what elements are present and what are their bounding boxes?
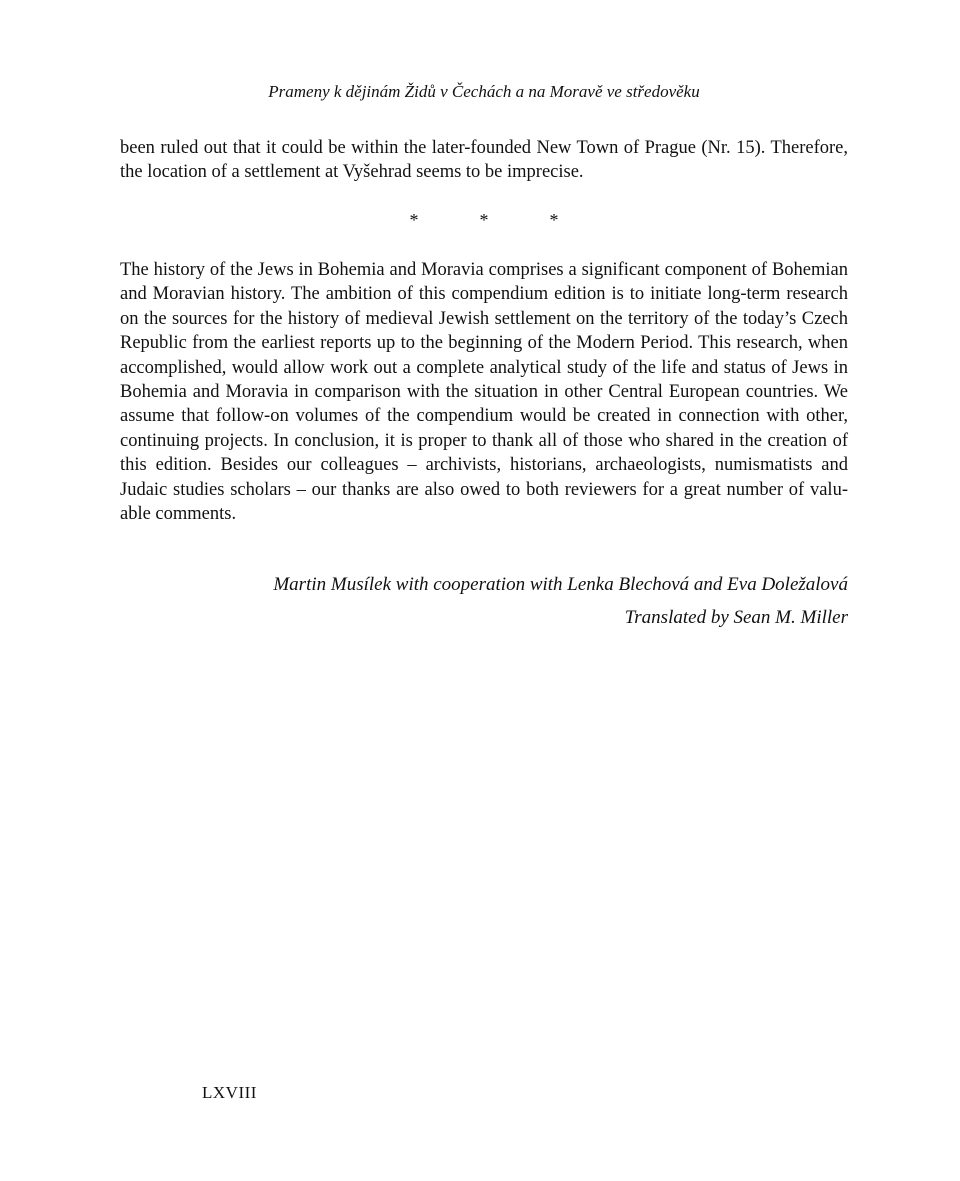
separator-asterisk: * [409, 210, 419, 230]
translator-credit: Translated by Sean M. Miller [624, 607, 848, 628]
author-signature: Martin Musílek with cooperation with Lenka Blechová and Eva Doležalová [273, 574, 848, 595]
separator-asterisk: * [479, 210, 489, 230]
body-paragraph-main: The history of the Jews in Bohemia and Moravia comprises a significant component of Bohemian and Moravian history. The ambition of this compendium edition is to initiate long-term research on the sources for the history of medieval Jewish settlement on the territory of the today’s Czech Republic from the earliest reports up to the beginning of the Modern Period. This research, when accomplished, would allow work out a complete analytical study of the life and status of Jews in Bohemia and Moravia in comparison with the situation in other Central European countries. We assume that follow-on volumes of the compendium would be created in connection with other, continuing projects. In conclusion, it is proper to thank all of those who shared in the creation of this edition. Besides our colleagues – archivists, historians, archaeologists, numismatists and Judaic studies scholars – our thanks are also owed to both reviewers for a great number of valuable comments. [120, 260, 848, 525]
body-paragraph-continuation: been ruled out that it could be within the later-founded New Town of Prague (Nr. 15). Therefore, the location of a settlement at Vyšehrad seems to be imprecise. [120, 138, 848, 183]
separator-asterisk: * [549, 210, 559, 230]
running-header: Prameny k dějinám Židů v Čechách a na Moravě ve středověku [268, 82, 700, 101]
section-separator [120, 208, 848, 232]
page-number: LXVIII [202, 1083, 257, 1102]
